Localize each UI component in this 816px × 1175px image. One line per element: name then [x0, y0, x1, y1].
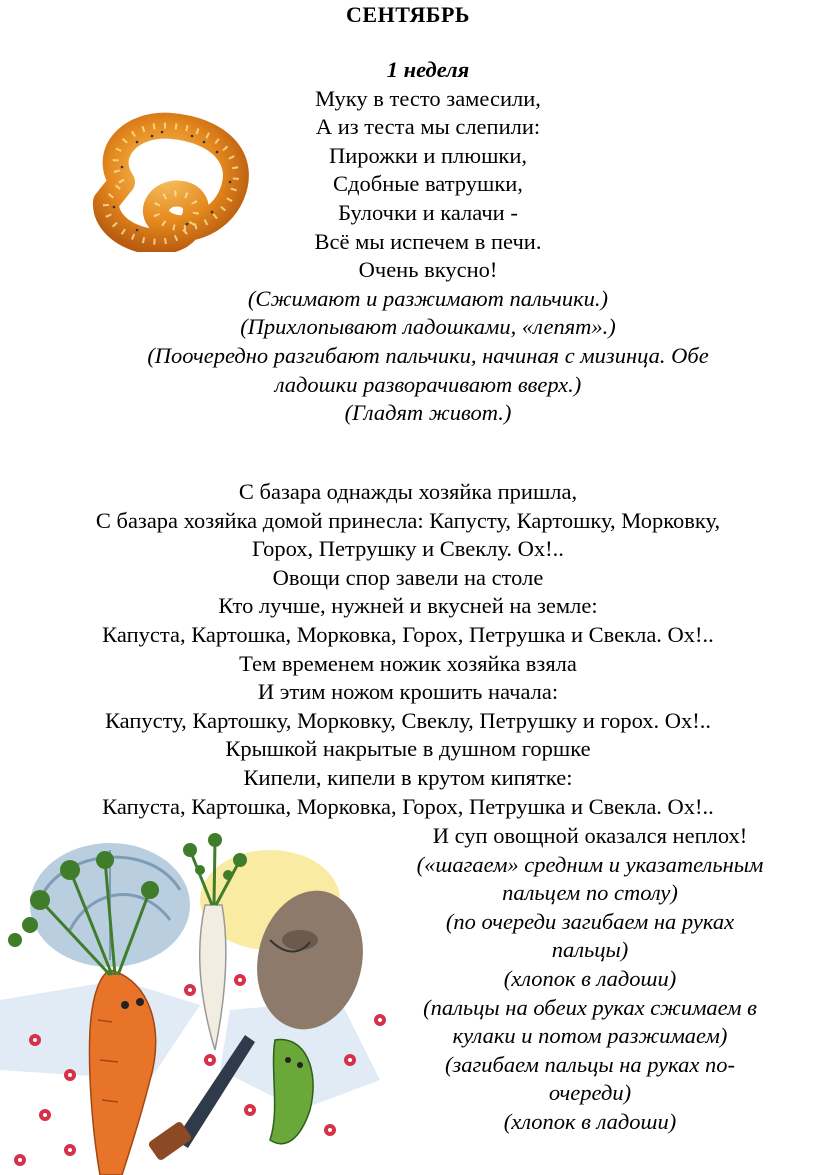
poem-line: Крышкой накрытые в душном горшке — [225, 736, 591, 762]
instruction-line: (Гладят живот.) — [344, 400, 512, 426]
instruction-line: ладошки разворачивают вверх.) — [274, 371, 582, 397]
instruction-line: пальцем по столу) — [502, 880, 678, 906]
instruction-line: очереди) — [548, 1080, 632, 1106]
right-column — [380, 822, 800, 1137]
poem-line: И этим ножом крошить начала: — [257, 679, 559, 705]
poem-line: Капуста, Картошка, Морковка, Горох, Петрушка и Свекла. Ох!.. — [102, 793, 714, 819]
poem-line: Булочки и калачи - — [338, 199, 518, 225]
instruction-line: (пальцы на обеих руках сжимаем в — [423, 994, 757, 1020]
poem-line: Кипели, кипели в крутом кипятке: — [243, 764, 573, 790]
poem-line: Сдобные ватрушки, — [333, 171, 523, 197]
poem-line: С базара однажды хозяйка пришла, — [238, 479, 578, 504]
instruction-line: (хлопок в ладоши) — [503, 1108, 677, 1134]
poem-line: А из теста мы слепили: — [315, 114, 541, 140]
instruction-line: (хлопок в ладоши) — [503, 965, 677, 991]
poem-line: Кто лучше, нужней и вкусней на земле: — [218, 593, 598, 619]
poem-line: Всё мы испечем в печи. — [314, 228, 542, 254]
page-title: СЕНТЯБРЬ — [346, 2, 470, 27]
week-label: 1 неделя — [386, 57, 470, 82]
poem-line: Очень вкусно! — [358, 257, 498, 283]
poem-line: Капусту, Картошку, Морковку, Свеклу, Петрушку и горох. Ох!.. — [104, 707, 712, 733]
instruction-line: (Сжимают и разжимают пальчики.) — [247, 285, 609, 311]
instruction-line: («шагаем» средним и указательным — [416, 851, 764, 877]
poem-line: И суп овощной оказался неплох! — [432, 823, 748, 848]
instruction-line: (Поочередно разгибают пальчики, начиная с мизинца. Обе — [147, 342, 709, 368]
poem-line: Горох, Петрушку и Свеклу. Ох!.. — [252, 536, 564, 562]
poem-line: Тем временем ножик хозяйка взяла — [239, 650, 577, 676]
poem-line: Муку в тесто замесили, — [315, 85, 541, 111]
poem-block-2 — [20, 478, 796, 821]
poem-line: С базара хозяйка домой принесла: Капусту, Картошку, Морковку, — [95, 507, 721, 533]
vegetables-illustration — [0, 830, 390, 1175]
poem-block-1 — [40, 56, 816, 428]
instruction-line: кулаки и потом разжимаем) — [452, 1023, 728, 1049]
instruction-line: пальцы) — [551, 937, 629, 963]
instruction-line: (загибаем пальцы на руках по- — [445, 1051, 735, 1077]
poem-line: Пирожки и плюшки, — [328, 142, 528, 168]
poem-line: Овощи спор завели на столе — [272, 564, 544, 590]
instruction-line: (Прихлопывают ладошками, «лепят».) — [240, 314, 616, 340]
instruction-line: (по очереди загибаем на руках — [445, 908, 735, 934]
poem-line: Капуста, Картошка, Морковка, Горох, Петрушка и Свекла. Ох!.. — [102, 621, 714, 647]
